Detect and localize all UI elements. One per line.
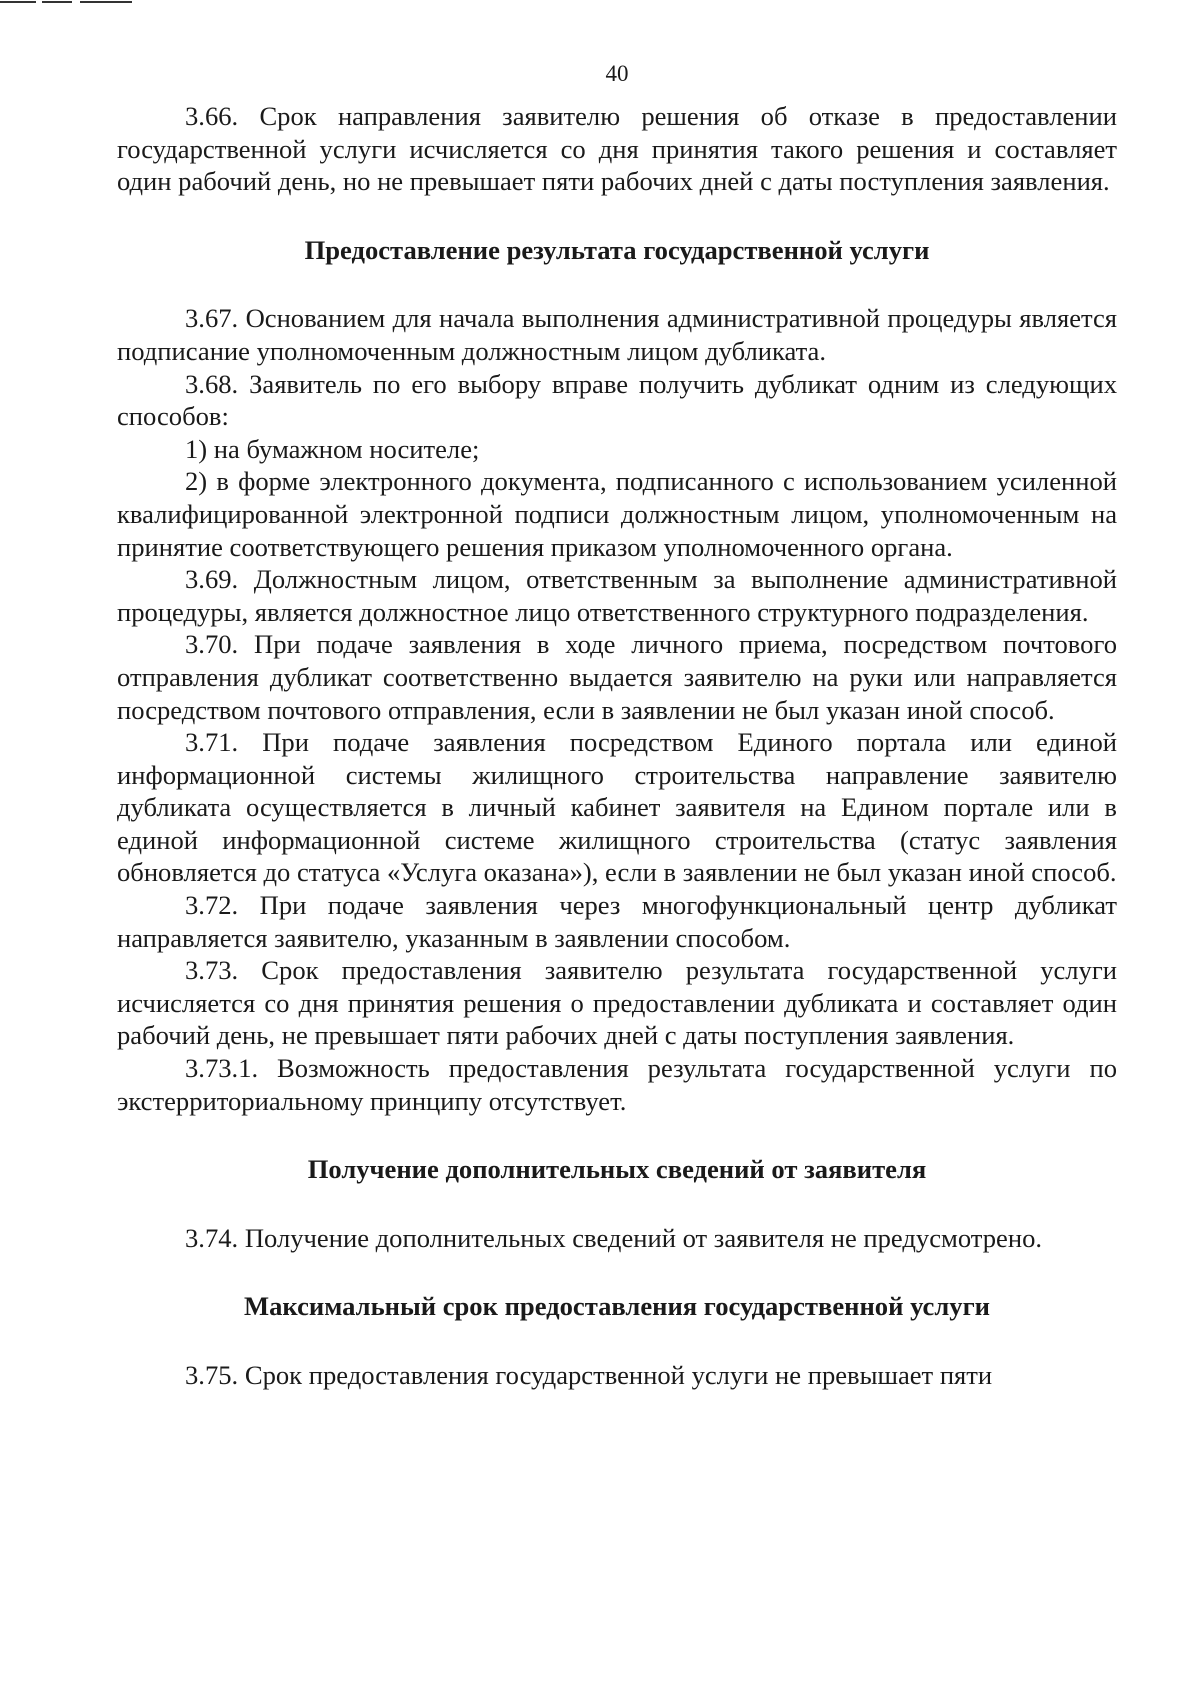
heading-additional-info: Получение дополнительных сведений от заявителя	[307, 1154, 927, 1185]
paragraph-3-71: 3.71. При подаче заявления посредством Единого портала или единой информационной системы жилищного строительства направление заявителю дубликата осуществляется в личный кабинет заявителя на Едином портале или в единой информационной системе жилищного строительства (статус заявления обновляется до статуса «Услуга оказана»), если в заявлении не был указан иной способ.	[117, 727, 1117, 888]
heading-max-term: Максимальный срок предоставления государственной услуги	[244, 1291, 990, 1322]
scan-edge-mark	[0, 0, 140, 4]
paragraph-3-69: 3.69. Должностным лицом, ответственным за выполнение административной процедуры, является должностное лицо ответственного структурного подразделения.	[117, 564, 1117, 627]
paragraph-3-73-1: 3.73.1. Возможность предоставления результата государственной услуги по экстерриториальному принципу отсутствует.	[117, 1053, 1117, 1116]
document-page	[117, 58, 1117, 1392]
list-item-paper: 1) на бумажном носителе;	[185, 433, 480, 464]
paragraph-3-67: 3.67. Основанием для начала выполнения административной процедуры является подписание уполномоченным должностным лицом дубликата.	[117, 303, 1117, 366]
paragraph-3-70: 3.70. При подаче заявления в ходе личного приема, посредством почтового отправления дубликат соответственно выдается заявителю на руки или направляется посредством почтового отправления, если в заявлении не был указан иной способ.	[117, 629, 1117, 725]
paragraph-3-74: 3.74. Получение дополнительных сведений от заявителя не предусмотрено.	[185, 1222, 1043, 1253]
list-item-electronic: 2) в форме электронного документа, подписанного с использованием усиленной квалифицированной электронной подписи должностным лицом, уполномоченным на принятие соответствующего решения приказом уполномоченного органа.	[117, 466, 1117, 562]
heading-result-provision: Предоставление результата государственной услуги	[304, 234, 930, 265]
paragraph-3-72: 3.72. При подаче заявления через многофункциональный центр дубликат направляется заявителю, указанным в заявлении способом.	[117, 890, 1117, 953]
paragraph-3-75: 3.75. Срок предоставления государственной услуги не превышает пяти	[185, 1360, 993, 1390]
page-number: 40	[605, 61, 629, 86]
paragraph-3-73: 3.73. Срок предоставления заявителю результата государственной услуги исчисляется со дня принятия решения о предоставлении дубликата и составляет один рабочий день, не превышает пяти рабочих дней с даты поступления заявления.	[117, 955, 1117, 1051]
paragraph-3-66: 3.66. Срок направления заявителю решения об отказе в предоставлении государственной услуги исчисляется со дня принятия такого решения и составляет один рабочий день, но не превышает пяти рабочих дней с даты поступления заявления.	[117, 101, 1117, 197]
paragraph-3-68: 3.68. Заявитель по его выбору вправе получить дубликат одним из следующих способов:	[117, 368, 1117, 432]
